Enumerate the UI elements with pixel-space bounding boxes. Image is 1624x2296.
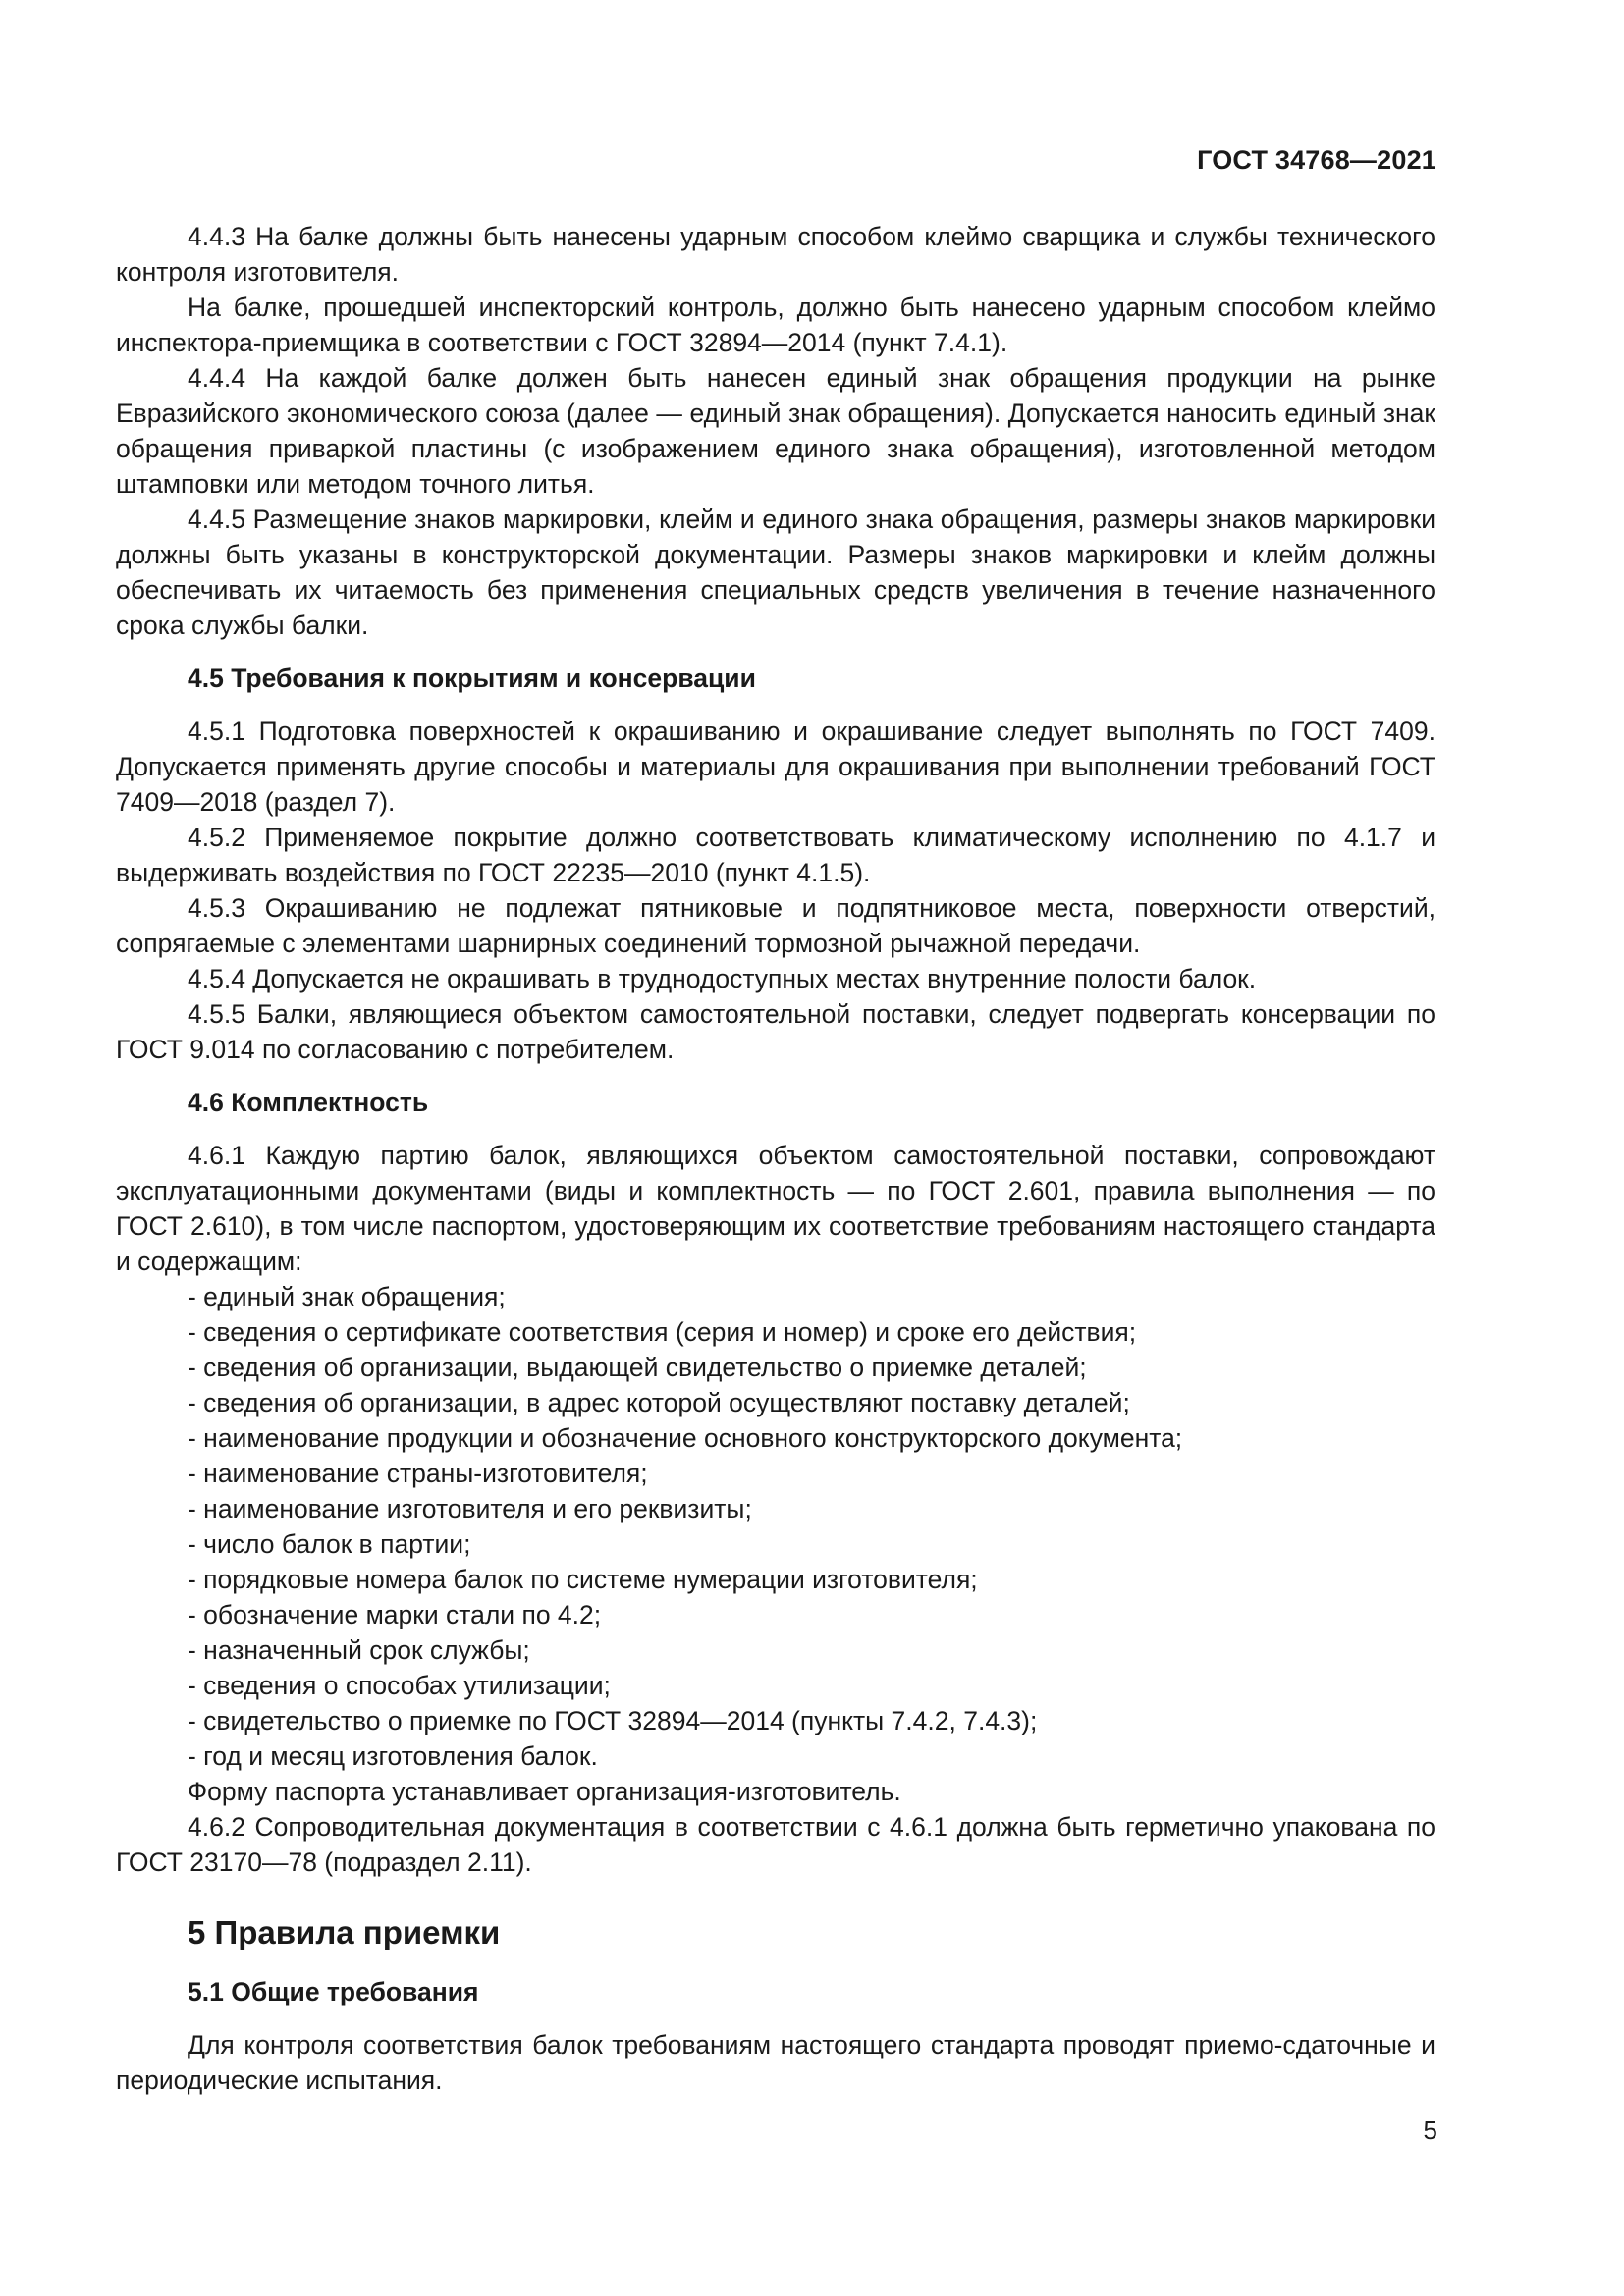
paragraph-4-5-5: 4.5.5 Балки, являющиеся объектом самостоятельной поставки, следует подвергать консервации по ГОСТ 9.014 по согласованию с потребителем.: [116, 999, 1435, 1064]
paragraph-4-4-4: 4.4.4 На каждой балке должен быть нанесен единый знак обращения продукции на рынке Евразийского экономического союза (далее — единый знак обращения). Допускается наносить единый знак обращения приваркой пластины (с изображением единого знака обращения), изготовленной методом штамповки или методом точного литья.: [116, 363, 1435, 499]
list-item: - сведения об организации, выдающей свидетельство о приемке деталей;: [188, 1353, 1087, 1382]
list-item: - сведения о способах утилизации;: [188, 1671, 611, 1700]
paragraph-passport-form: Форму паспорта устанавливает организация-изготовитель.: [188, 1777, 901, 1806]
paragraph-4-4-5: 4.4.5 Размещение знаков маркировки, клейм и единого знака обращения, размеры знаков маркировки должны быть указаны в конструкторской документации. Размеры знаков маркировки и клейм должны обеспечивать их читаемость без применения специальных средств увеличения в течение назначенного срока службы балки.: [116, 505, 1435, 640]
list-item: - число балок в партии;: [188, 1529, 471, 1559]
list-item: - год и месяц изготовления балок.: [188, 1741, 598, 1771]
section-4-6-heading: 4.6 Комплектность: [188, 1088, 429, 1117]
document-id-header: ГОСТ 34768—2021: [1197, 145, 1436, 175]
paragraph-4-5-4: 4.5.4 Допускается не окрашивать в труднодоступных местах внутренние полости балок.: [188, 964, 1257, 993]
list-item: - порядковые номера балок по системе нумерации изготовителя;: [188, 1565, 978, 1594]
section-5-1-heading: 5.1 Общие требования: [188, 1977, 479, 2006]
list-item: - единый знак обращения;: [188, 1282, 506, 1311]
document-body: [116, 219, 1435, 2098]
paragraph-4-6-2: 4.6.2 Сопроводительная документация в соответствии с 4.6.1 должна быть герметично упакована по ГОСТ 23170—78 (подраздел 2.11).: [116, 1812, 1435, 1877]
list-item: - сведения о сертификате соответствия (серия и номер) и сроке его действия;: [188, 1317, 1137, 1347]
list-item: - наименование продукции и обозначение основного конструкторского документа;: [188, 1423, 1183, 1453]
paragraph-5-1: Для контроля соответствия балок требованиям настоящего стандарта проводят приемо-сдаточные и периодические испытания.: [116, 2030, 1435, 2095]
paragraph-inspector-mark: На балке, прошедшей инспекторский контроль, должно быть нанесено ударным способом клеймо инспектора-приемщика в соответствии с ГОСТ 32894—2014 (пункт 7.4.1).: [116, 293, 1435, 357]
passport-contents-list: [116, 1279, 1435, 1774]
list-item: - сведения об организации, в адрес которой осуществляют поставку деталей;: [188, 1388, 1130, 1417]
list-item: - наименование страны-изготовителя;: [188, 1459, 648, 1488]
list-item: - наименование изготовителя и его реквизиты;: [188, 1494, 752, 1523]
paragraph-4-6-1: 4.6.1 Каждую партию балок, являющихся объектом самостоятельной поставки, сопровождают эксплуатационными документами (виды и комплектность — по ГОСТ 2.601, правила выполнения — по ГОСТ 2.610), в том числе паспортом, удостоверяющим их соответствие требованиям настоящего стандарта и содержащим:: [116, 1141, 1435, 1276]
paragraph-4-5-1: 4.5.1 Подготовка поверхностей к окрашиванию и окрашивание следует выполнять по ГОСТ 7409. Допускается применять другие способы и материалы для окрашивания при выполнении требований ГОСТ 7409—2018 (раздел 7).: [116, 717, 1435, 817]
paragraph-4-5-3: 4.5.3 Окрашиванию не подлежат пятниковые и подпятниковое места, поверхности отверстий, сопрягаемые с элементами шарнирных соединений тормозной рычажной передачи.: [116, 893, 1435, 958]
list-item: - обозначение марки стали по 4.2;: [188, 1600, 602, 1629]
paragraph-4-4-3: 4.4.3 На балке должны быть нанесены ударным способом клеймо сварщика и службы технического контроля изготовителя.: [116, 222, 1435, 287]
list-item: - свидетельство о приемке по ГОСТ 32894—2014 (пункты 7.4.2, 7.4.3);: [188, 1706, 1038, 1735]
list-item: - назначенный срок службы;: [188, 1635, 530, 1665]
section-5-heading: 5 Правила приемки: [188, 1914, 501, 1950]
paragraph-4-5-2: 4.5.2 Применяемое покрытие должно соответствовать климатическому исполнению по 4.1.7 и выдерживать воздействия по ГОСТ 22235—2010 (пункт 4.1.5).: [116, 823, 1435, 887]
section-4-5-heading: 4.5 Требования к покрытиям и консервации: [188, 664, 756, 693]
page-number: 5: [1423, 2115, 1437, 2145]
